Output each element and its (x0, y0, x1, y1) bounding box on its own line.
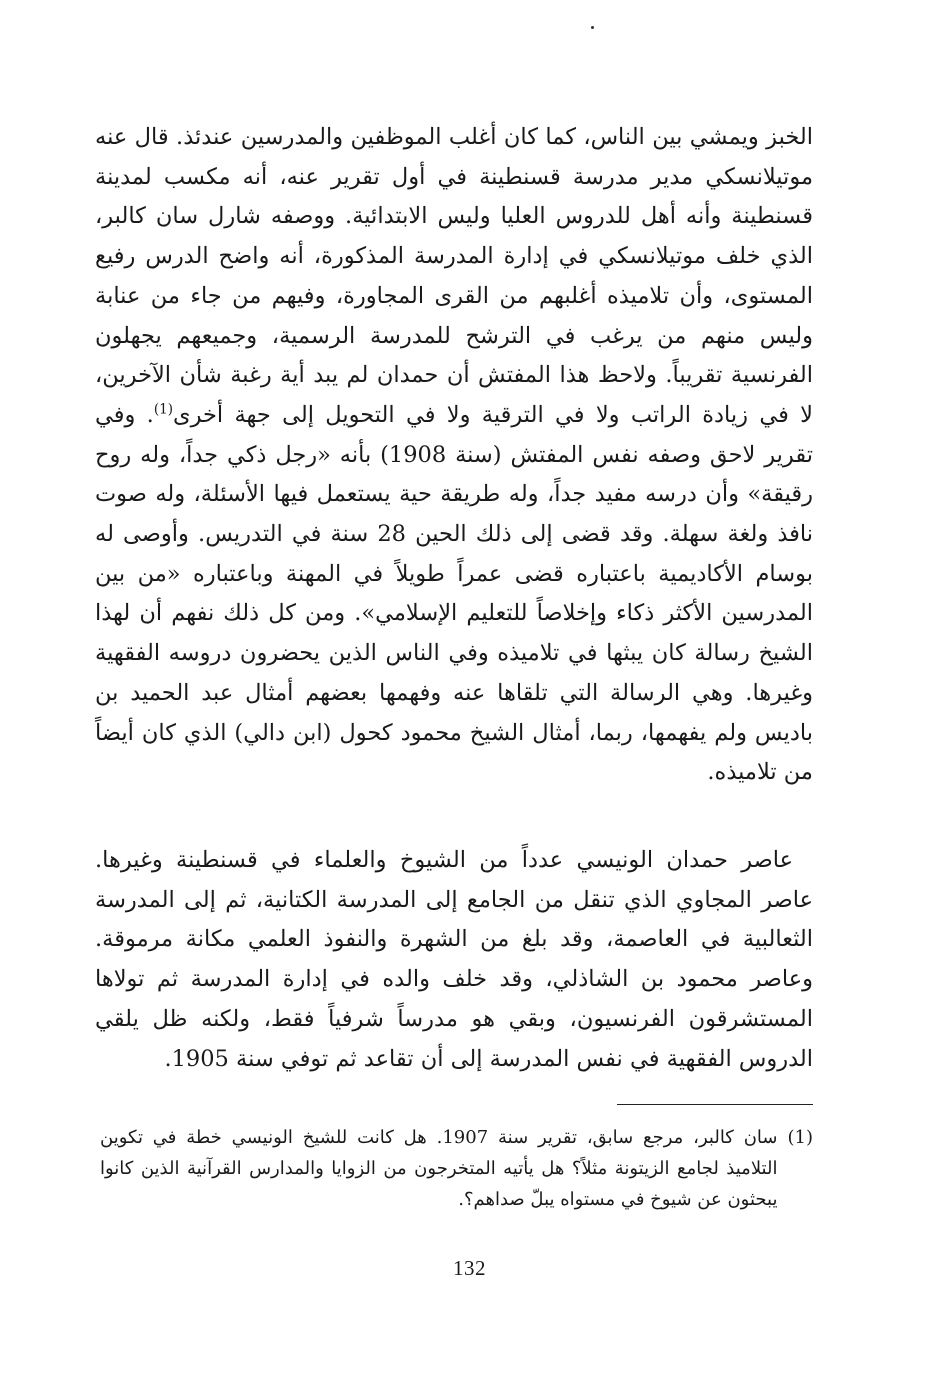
paragraph-text-after-note: . وفي تقرير لاحق وصفه نفس المفتش (سنة 1908) بأنه «رجل ذكي جداً، وله روح رقيقة» وأن درسه مفيد جداً، وله طريقة حية يستعمل فيها الأسئلة، وله صوت نافذ ولغة سهلة. وقد قضى إلى ذلك الحين 28 سنة في التدريس. وأوصى له بوسام الأكاديمية باعتباره قضى عمراً طويلاً في المهنة وباعتباره «من بين المدرسين الأكثر ذكاء وإخلاصاً للتعليم الإسلامي». ومن كل ذلك نفهم أن لهذا الشيخ رسالة كان يبثها في تلاميذه وفي الناس الذين يحضرون دروسه الفقهية وغيرها. وهي الرسالة التي تلقاها عنه وفهمها بعضهم أمثال عبد الحميد بن باديس ولم يفهمها، ربما، أمثال الشيخ محمود كحول (ابن دالي) الذي كان أيضاً من تلاميذه. (95, 401, 814, 786)
footnote-text: سان كالبر، مرجع سابق، تقرير سنة 1907. هل كانت للشيخ الونيسي خطة في تكوين التلاميذ لجامع الزيتونة مثلاً؟ هل يأتيه المتخرجون من الزوايا والمدارس القرآنية الذين كانوا يبحثون عن شيوخ في مستواه يبلّ صداهم؟. (100, 1127, 778, 1210)
footnote-separator (617, 1104, 813, 1105)
paragraph-text-before-note: الخبز ويمشي بين الناس، كما كان أغلب الموظفين والمدرسين عندئذ. قال عنه موتيلانسكي مدير مدرسة قسنطينة في أول تقرير عنه، أنه مكسب لمدينة قسنطينة وأنه أهل للدروس العليا وليس الابتدائية. ووصفه شارل سان كالبر، الذي خلف موتيلانسكي في إدارة المدرسة المذكورة، أنه واضح الدرس رفيع المستوى، وأن تلاميذه أغلبهم من القرى المجاورة، وفيهم من جاء من عنابة وليس منهم من يرغب في الترشح للمدرسة الرسمية، وجميعهم يجهلون الفرنسية تقريباً. ولاحظ هذا المفتش أن حمدان لم يبد أية رغبة شأن الآخرين، لا في زيادة الراتب ولا في الترقية ولا في التحويل إلى جهة أخرى (95, 124, 813, 428)
body-paragraph-1 (95, 118, 813, 793)
footnote-1 (100, 1122, 813, 1215)
footnote-number: (1) (787, 1127, 813, 1148)
footnotes-section (100, 1122, 813, 1215)
paragraph-text: عاصر حمدان الونيسي عدداً من الشيوخ والعلماء في قسنطينة وغيرها. عاصر المجاوي الذي تنقل من الجامع إلى المدرسة الكتانية، ثم إلى المدرسة الثعالبية في العاصمة، وقد بلغ من الشهرة والنفوذ العلمي مكانة مرموقة. وعاصر محمود بن الشاذلي، وقد خلف والده في إدارة المدرسة ثم تولاها المستشرقون الفرنسيون، وبقي هو مدرساً شرفياً فقط، ولكنه ظل يلقي الدروس الفقهية في نفس المدرسة إلى أن تقاعد ثم توفي سنة 1905. (95, 847, 813, 1072)
body-paragraph-2 (95, 841, 813, 1079)
page-number: 132 (453, 1256, 486, 1280)
paragraph-text (95, 118, 813, 793)
scan-speck (591, 26, 594, 29)
footnote-reference[interactable]: (1) (153, 401, 173, 418)
